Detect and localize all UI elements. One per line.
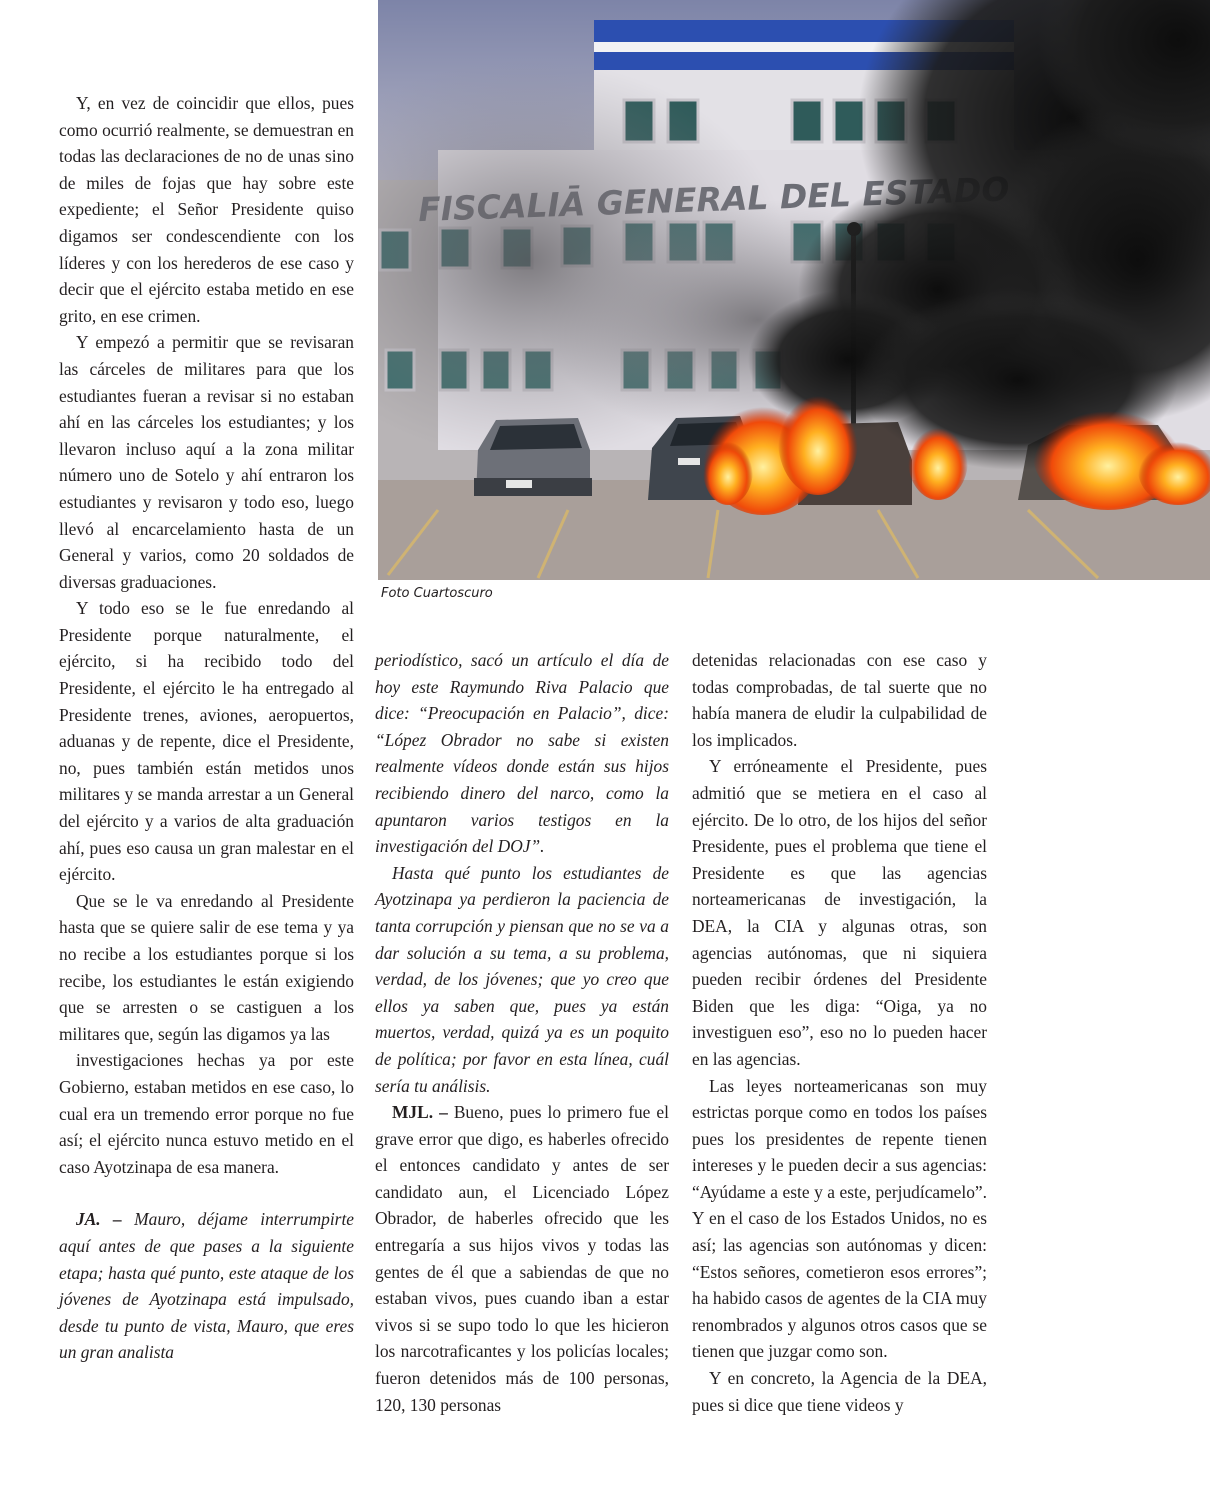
- paragraph: investigaciones hechas ya por este Gobierno, estaban metidos en ese caso, lo cual era un tremendo error porque no fue así; el ejército nunca estuvo metido en el caso Ayotzinapa de esa manera.: [59, 1050, 354, 1177]
- paragraph: Y todo eso se le fue enredando al Presidente porque naturalmente, el ejército, si ha recibido todo del Presidente, el ejército le ha entregado al Presidente trenes, aviones, aeropuertos, aduanas y de repente, dice el Presidente, no, pues también están metidos unos militares y se manda arrestar a un General del ejército y a varios de alta graduación ahí, pues eso causa un gran malestar en el ejército.: [59, 598, 354, 885]
- paragraph: detenidas relacionadas con ese caso y todas comprobadas, de tal suerte que no había manera de eludir la culpabilidad de los implicados.: [692, 650, 987, 750]
- question-continuation: periodístico, sacó un artículo el día de hoy este Raymundo Riva Palacio que dice: “Preocupación en Palacio”, dice: “López Obrador no sabe si existen realmente vídeos donde están sus hijos recibiendo dinero del narco, como la apuntaron varios testigos en la investigación del DOJ”.: [375, 650, 669, 857]
- question-text: Mauro, déjame interrumpirte aquí antes de que pases a la siguiente etapa; hasta qué punto, este ataque de los jóvenes de Ayotzinapa está impulsado, desde tu punto de vista, Mauro, que eres un gran analista: [59, 1209, 354, 1363]
- speaker-label: MJL. –: [392, 1102, 448, 1123]
- paragraph: Y, en vez de coincidir que ellos, pues como ocurrió realmente, se demuestran en todas las declaraciones de no de unas sino de miles de fojas que hay sobre este expediente; el Señor Presidente quiso digamos ser condescendiente con los líderes y con los herederos de ese caso y decir que el ejército estaba metido en ese grito, en ese crimen.: [59, 93, 354, 326]
- news-photo: [378, 0, 1210, 580]
- left-text-column: [59, 90, 354, 1366]
- building-sign: DEL: [779, 174, 852, 217]
- right-text-column: [692, 647, 987, 1418]
- paragraph: Las leyes norteamericanas son muy estrictas porque como en todos los países pues los presidentes de repente tienen intereses y le pueden decir a sus agencias: “Ayúdame a este y a este, perjudícamelo”. Y en el caso de los Estados Unidos, no es así; las agencias son autónomas y dicen: “Estos señores, cometieron esos errores”; ha habido casos de agentes de la CIA muy renombrados y algunos otros casos que se tienen que juzgar como son.: [692, 1075, 987, 1362]
- paragraph: Que se le va enredando al Presidente hasta que se quiere salir de ese tema y ya no recibe a los estudiantes porque si los recibe, los estudiantes le están exigiendo que se arresten o se castiguen a los militares que, según las digamos ya las: [59, 890, 354, 1044]
- answer-text: Bueno, pues lo primero fue el grave error que digo, es haberles ofrecido el entonces candidato y antes de ser candidato aun, el Licenciado López Obrador, de haberles ofrecido que les entregaría a sus hijos vivos y todas las gentes de él que a sabiendas de que no estaban vivos, pues cuando iban a estar vivos si se supo todo lo que les hicieron los narcotraficantes y los policías locales; fueron detenidos más de 100 personas, 120, 130 personas: [375, 1102, 669, 1415]
- parked-car: [474, 418, 592, 496]
- paragraph: Y en concreto, la Agencia de la DEA, pues si dice que tiene videos y: [692, 1368, 987, 1415]
- middle-text-column: [375, 647, 669, 1418]
- answer-paragraph: [375, 1099, 669, 1418]
- paragraph: Y erróneamente el Presidente, pues admitió que se metiera en el caso al ejército. De lo otro, de los hijos del señor Presidente, pues el problema que tiene el Presidente es que las agencias norteamericanas de investigación, la DEA, la CIA y algunas otras, son agencias autónomas, que ni siquiera pueden recibir órdenes del Presidente Biden que les diga: “Oiga, ya no investiguen eso”, eso no lo pueden hacer en las agencias.: [692, 756, 987, 1069]
- question-paragraph: [59, 1206, 354, 1366]
- speaker-label: JA. –: [76, 1209, 122, 1230]
- paragraph: Y empezó a permitir que se revisaran las cárceles de militares para que los estudiantes fueran a revisar si no estaban ahí en las cárceles los estudiantes; y los llevaron incluso aquí a la zona militar número uno de Sotelo y ahí entraron los estudiantes y revisaron y todo eso, luego llevó al encarcelamiento hasta de un General y varios, como 20 soldados de diversas graduaciones.: [59, 332, 354, 592]
- photo-caption: Foto Cuartoscuro: [381, 586, 493, 601]
- question-paragraph: Hasta qué punto los estudiantes de Ayotzinapa ya perdieron la paciencia de tanta corrupción y piensan que no se va a dar solución a su tema, a su problema, verdad, de los jóvenes; que yo creo que ellos ya saben que, pues ya están muertos, verdad, quizá ya es un poquito de política; por favor en esta línea, cuál sería tu análisis.: [375, 862, 669, 1096]
